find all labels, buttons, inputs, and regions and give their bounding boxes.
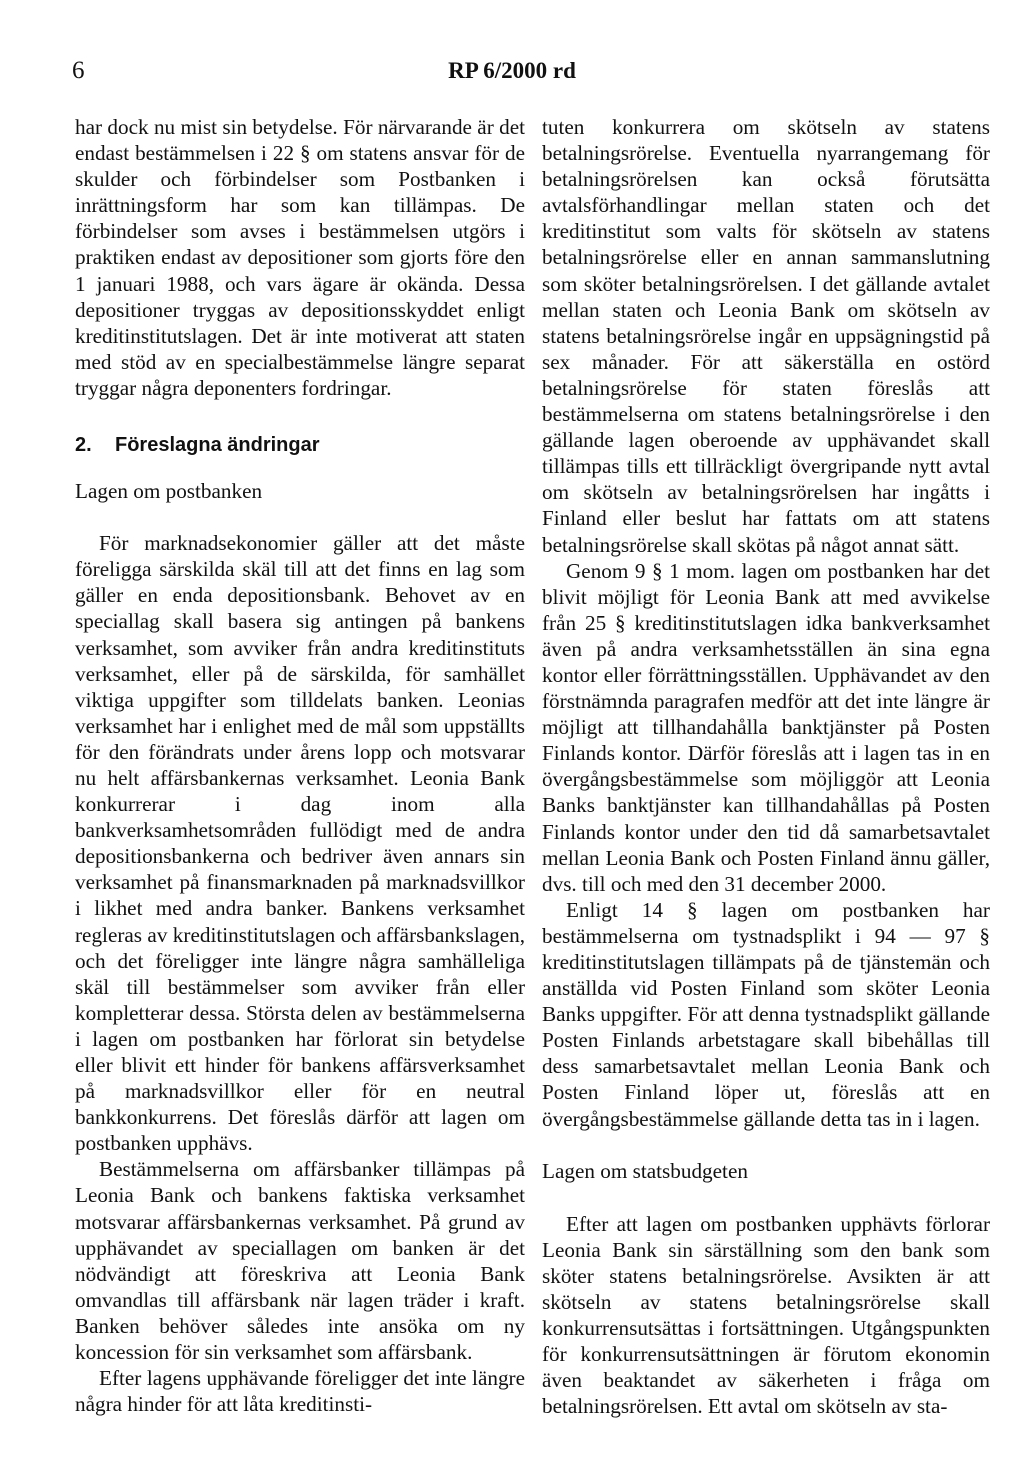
right-column xyxy=(542,114,990,1420)
subheading: Lagen om postbanken xyxy=(75,479,263,504)
left-column xyxy=(75,114,525,1417)
paragraph: Bestämmelserna om affärsbanker tillämpas på Leonia Bank och bankens faktiska verksamhet motsvarar affärsbankernas verksamhet. På grund av upphävandet av speciallagen om banken är det nödvändigt att föreskriva att Leonia Bank omvandlas till affärsbank när lagen träder i kraft. Banken behöver således inte ansöka om ny koncession för sin verksamhet som affärsbank. xyxy=(75,1157,525,1365)
running-header: RP 6/2000 rd xyxy=(448,58,576,83)
paragraph: Efter lagens upphävande föreligger det inte längre några hinder för att låta kreditinsti- xyxy=(75,1366,525,1417)
subheading: Lagen om statsbudgeten xyxy=(542,1158,748,1183)
paragraph: Enligt 14 § lagen om postbanken har bestämmelserna om tystnadsplikt i 94 — 97 § kreditinstitutslagen tillämpats på de tjänstemän och anställda vid Posten Finland som sköter Leonia Banks uppgifter. För att denna tystnadsplikt gällande Posten Finlands arbetstagare skall bibehållas till dess samarbetsavtalet mellan Leonia Bank och Posten Finland löper ut, föreslås att en övergångsbestämmelse gällande detta tas in i lagen. xyxy=(542,897,990,1131)
paragraph: För marknadsekonomier gäller att det måste föreligga särskilda skäl till att det finns en lag som gäller en enda depositionsbank. Behovet av en speciallag skall basera sig antingen på bankens verksamhet, som avviker från andra kreditinstituts verksamhet, eller på de särskilda, för samhället viktiga uppgifter som tilldelats banken. Leonias verksamhet har i enlighet med de mål som uppställts för den förändrats under årens lopp och motsvarar nu helt affärsbankernas verksamhet. Leonia Bank konkurrerar i dag inom alla bankverksamhetsområden fullödigt med de andra depositionsbankerna och bedriver även annars sin verksamhet på finansmarknaden på marknadsvillkor i likhet med andra banker. Bankens verksamhet regleras av kreditinstitutslagen och affärsbankslagen, och det föreligger inte längre några samhälleliga skäl till bestämmelser som avviker från eller kompletterar dessa. Största delen av bestämmelserna i lagen om postbanken har förlorat sin betydelse eller blivit ett hinder för bankens affärsverksamhet på marknadsvillkor eller för en neutral bankkonkurrens. Det föreslås därför att lagen om postbanken upphävs. xyxy=(75,531,525,1156)
page-number: 6 xyxy=(72,57,85,84)
paragraph: tuten konkurrera om skötseln av statens betalningsrörelse. Eventuella nyarrangemang för betalningsrörelsen kan också förutsätta avtalsförhandlingar mellan staten och det kreditinstitut som valts för skötseln av statens betalningsrörelse eller en annan sammanslutning som sköter betalningsrörelsen. I det gällande avtalet mellan staten och Leonia Bank om skötseln av statens betalningsrörelse ingår en uppsägningstid på sex månader. För att säkerställa en ostörd betalningsrörelse för staten föreslås att bestämmelserna om statens betalningsrörelse i den gällande lagen oberoende av upphävandet skall tillämpas tills ett tillräckligt övergripande nytt avtal om skötseln av betalningsrörelsen har ingåtts i Finland eller beslut har fattats om att statens betalningsrörelse skall skötas på något annat sätt. xyxy=(542,115,990,557)
paragraph: Genom 9 § 1 mom. lagen om postbanken har det blivit möjligt för Leonia Bank att med avvikelse från 25 § kreditinstitutslagen idka bankverksamhet även på andra verksamhetsställen än sina egna kontor eller förrättningsställen. Upphävandet av den förstnämnda paragrafen medför att det inte längre är möjligt att tillhandahålla banktjänster på Posten Finlands kontor. Därför föreslås att i lagen tas in en övergångsbestämmelse som möjliggör att Leonia Banks banktjänster kan tillhandahållas på Posten Finlands kontor under den tid då samarbetsavtalet mellan Leonia Bank och Posten Finland ännu gäller, dvs. till och med den 31 december 2000. xyxy=(542,558,990,896)
section-heading xyxy=(75,432,525,458)
paragraph: har dock nu mist sin betydelse. För närvarande är det endast bestämmelsen i 22 § om statens ansvar för de skulder och förbindelser som Postbanken i inrättningsform har som kan tillämpas. De förbindelser som avses i bestämmelsen utgörs i praktiken endast av depositioner som gjorts före den 1 januari 1988, och vars ägare är okända. Dessa depositioner tryggas av depositionsskyddet enligt kreditinstitutslagen. Det är inte motiverat att staten med stöd av en specialbestämmelse längre separat tryggar några deponenters fordringar. xyxy=(75,115,525,400)
section-title: Föreslagna ändringar xyxy=(115,434,320,457)
paragraph: Efter att lagen om postbanken upphävts förlorar Leonia Bank sin särställning som den bank som sköter statens betalningsrörelse. Avsikten är att skötseln av statens betalningsrörelse skall konkurrensutsättas i fortsättningen. Utgångspunkten för konkurrensutsättningen är förutom ekonomin även beaktandet av säkerheten i fråga om betalningsrörelsen. Ett avtal om skötseln av sta- xyxy=(542,1211,990,1419)
section-number: 2. xyxy=(75,434,92,457)
